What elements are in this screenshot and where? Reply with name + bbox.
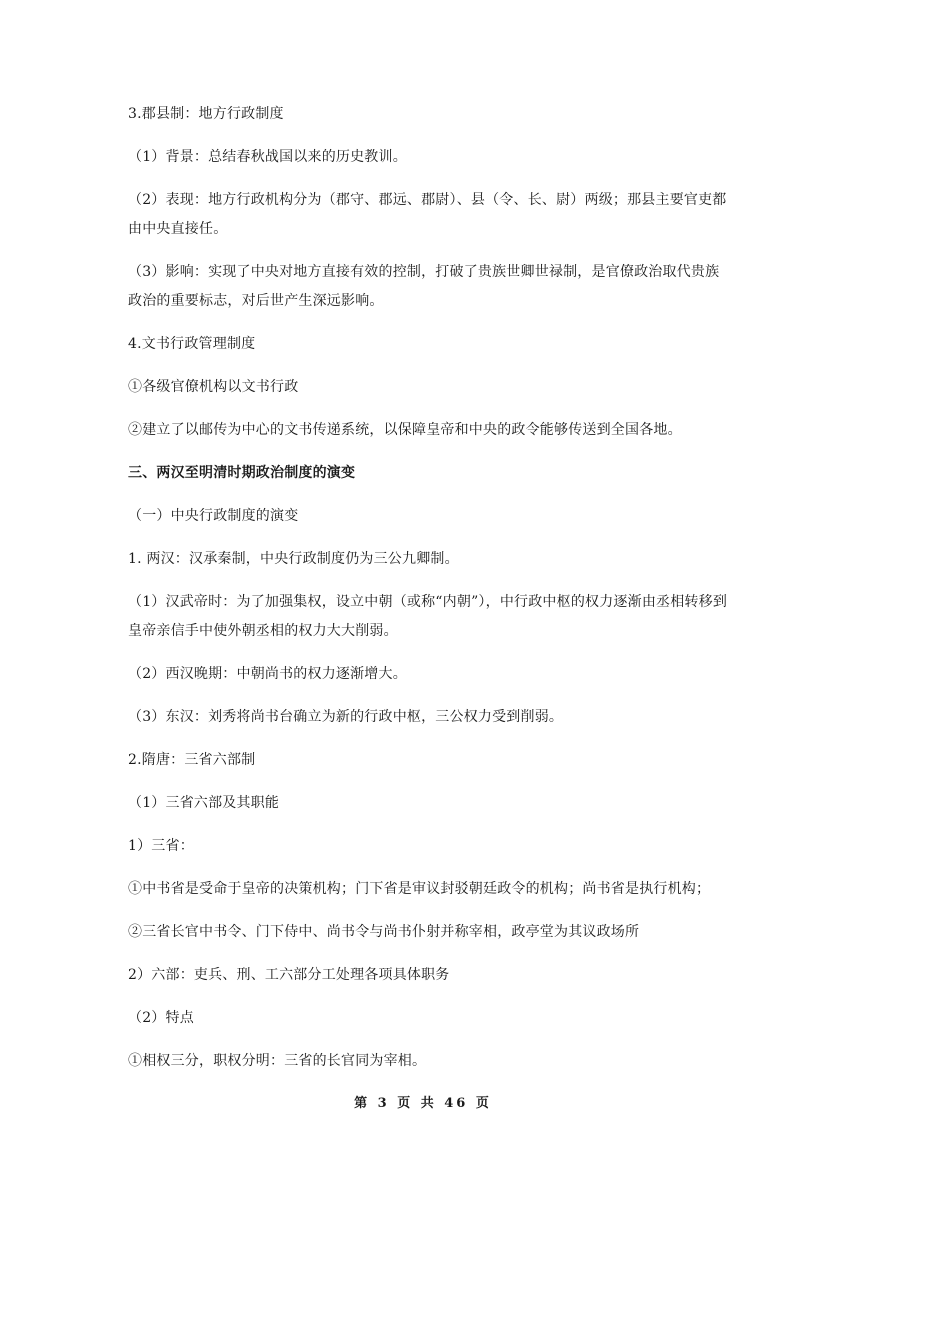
page-number-footer: 第 3 页 共 46 页 — [354, 1096, 492, 1111]
paragraph: 1）三省： — [128, 838, 194, 854]
paragraph: （2）西汉晚期：中朝尚书的权力逐渐增大。 — [128, 666, 407, 682]
paragraph: （3）影响：实现了中央对地方直接有效的控制，打破了贵族世卿世禄制，是官僚政治取代贵族政治的重要标志，对后世产生深远影响。 — [128, 264, 720, 309]
paragraph: ②建立了以邮传为中心的文书传递系统，以保障皇帝和中央的政令能够传送到全国各地。 — [128, 422, 682, 438]
paragraph: （3）东汉：刘秀将尚书台确立为新的行政中枢，三公权力受到削弱。 — [128, 709, 564, 725]
paragraph-4-heading: 4.文书行政管理制度 — [128, 336, 256, 352]
page-content — [128, 100, 728, 1090]
section-heading: 三、两汉至明清时期政治制度的演变 — [128, 465, 356, 481]
paragraph-3-heading: 3.郡县制：地方行政制度 — [128, 106, 284, 122]
subsection-heading: （一）中央行政制度的演变 — [128, 508, 299, 524]
paragraph: （1）三省六部及其职能 — [128, 795, 280, 811]
paragraph: （2）表现：地方行政机构分为（郡守、郡远、郡尉）、县（令、长、尉）两级；那县主要官吏都由中央直接任。 — [128, 192, 727, 237]
paragraph: （1）背景：总结春秋战国以来的历史教训。 — [128, 149, 407, 165]
paragraph: ②三省长官中书令、门下侍中、尚书令与尚书仆射并称宰相，政亭堂为其议政场所 — [128, 924, 640, 940]
paragraph-2-heading: 2.隋唐：三省六部制 — [128, 752, 256, 768]
paragraph: ①中书省是受命于皇帝的决策机构；门下省是审议封驳朝廷政令的机构；尚书省是执行机构； — [128, 881, 711, 897]
paragraph: 1. 两汉：汉承秦制，中央行政制度仍为三公九卿制。 — [128, 551, 459, 567]
paragraph: ①相权三分，职权分明：三省的长官同为宰相。 — [128, 1053, 427, 1069]
paragraph: 2）六部：吏兵、刑、工六部分工处理各项具体职务 — [128, 967, 450, 983]
paragraph: ①各级官僚机构以文书行政 — [128, 379, 299, 395]
paragraph: （2）特点 — [128, 1010, 194, 1026]
paragraph: （1）汉武帝时：为了加强集权，设立中朝（或称“内朝”），中行政中枢的权力逐渐由丞相转移到皇帝亲信手中使外朝丞相的权力大大削弱。 — [128, 594, 728, 639]
